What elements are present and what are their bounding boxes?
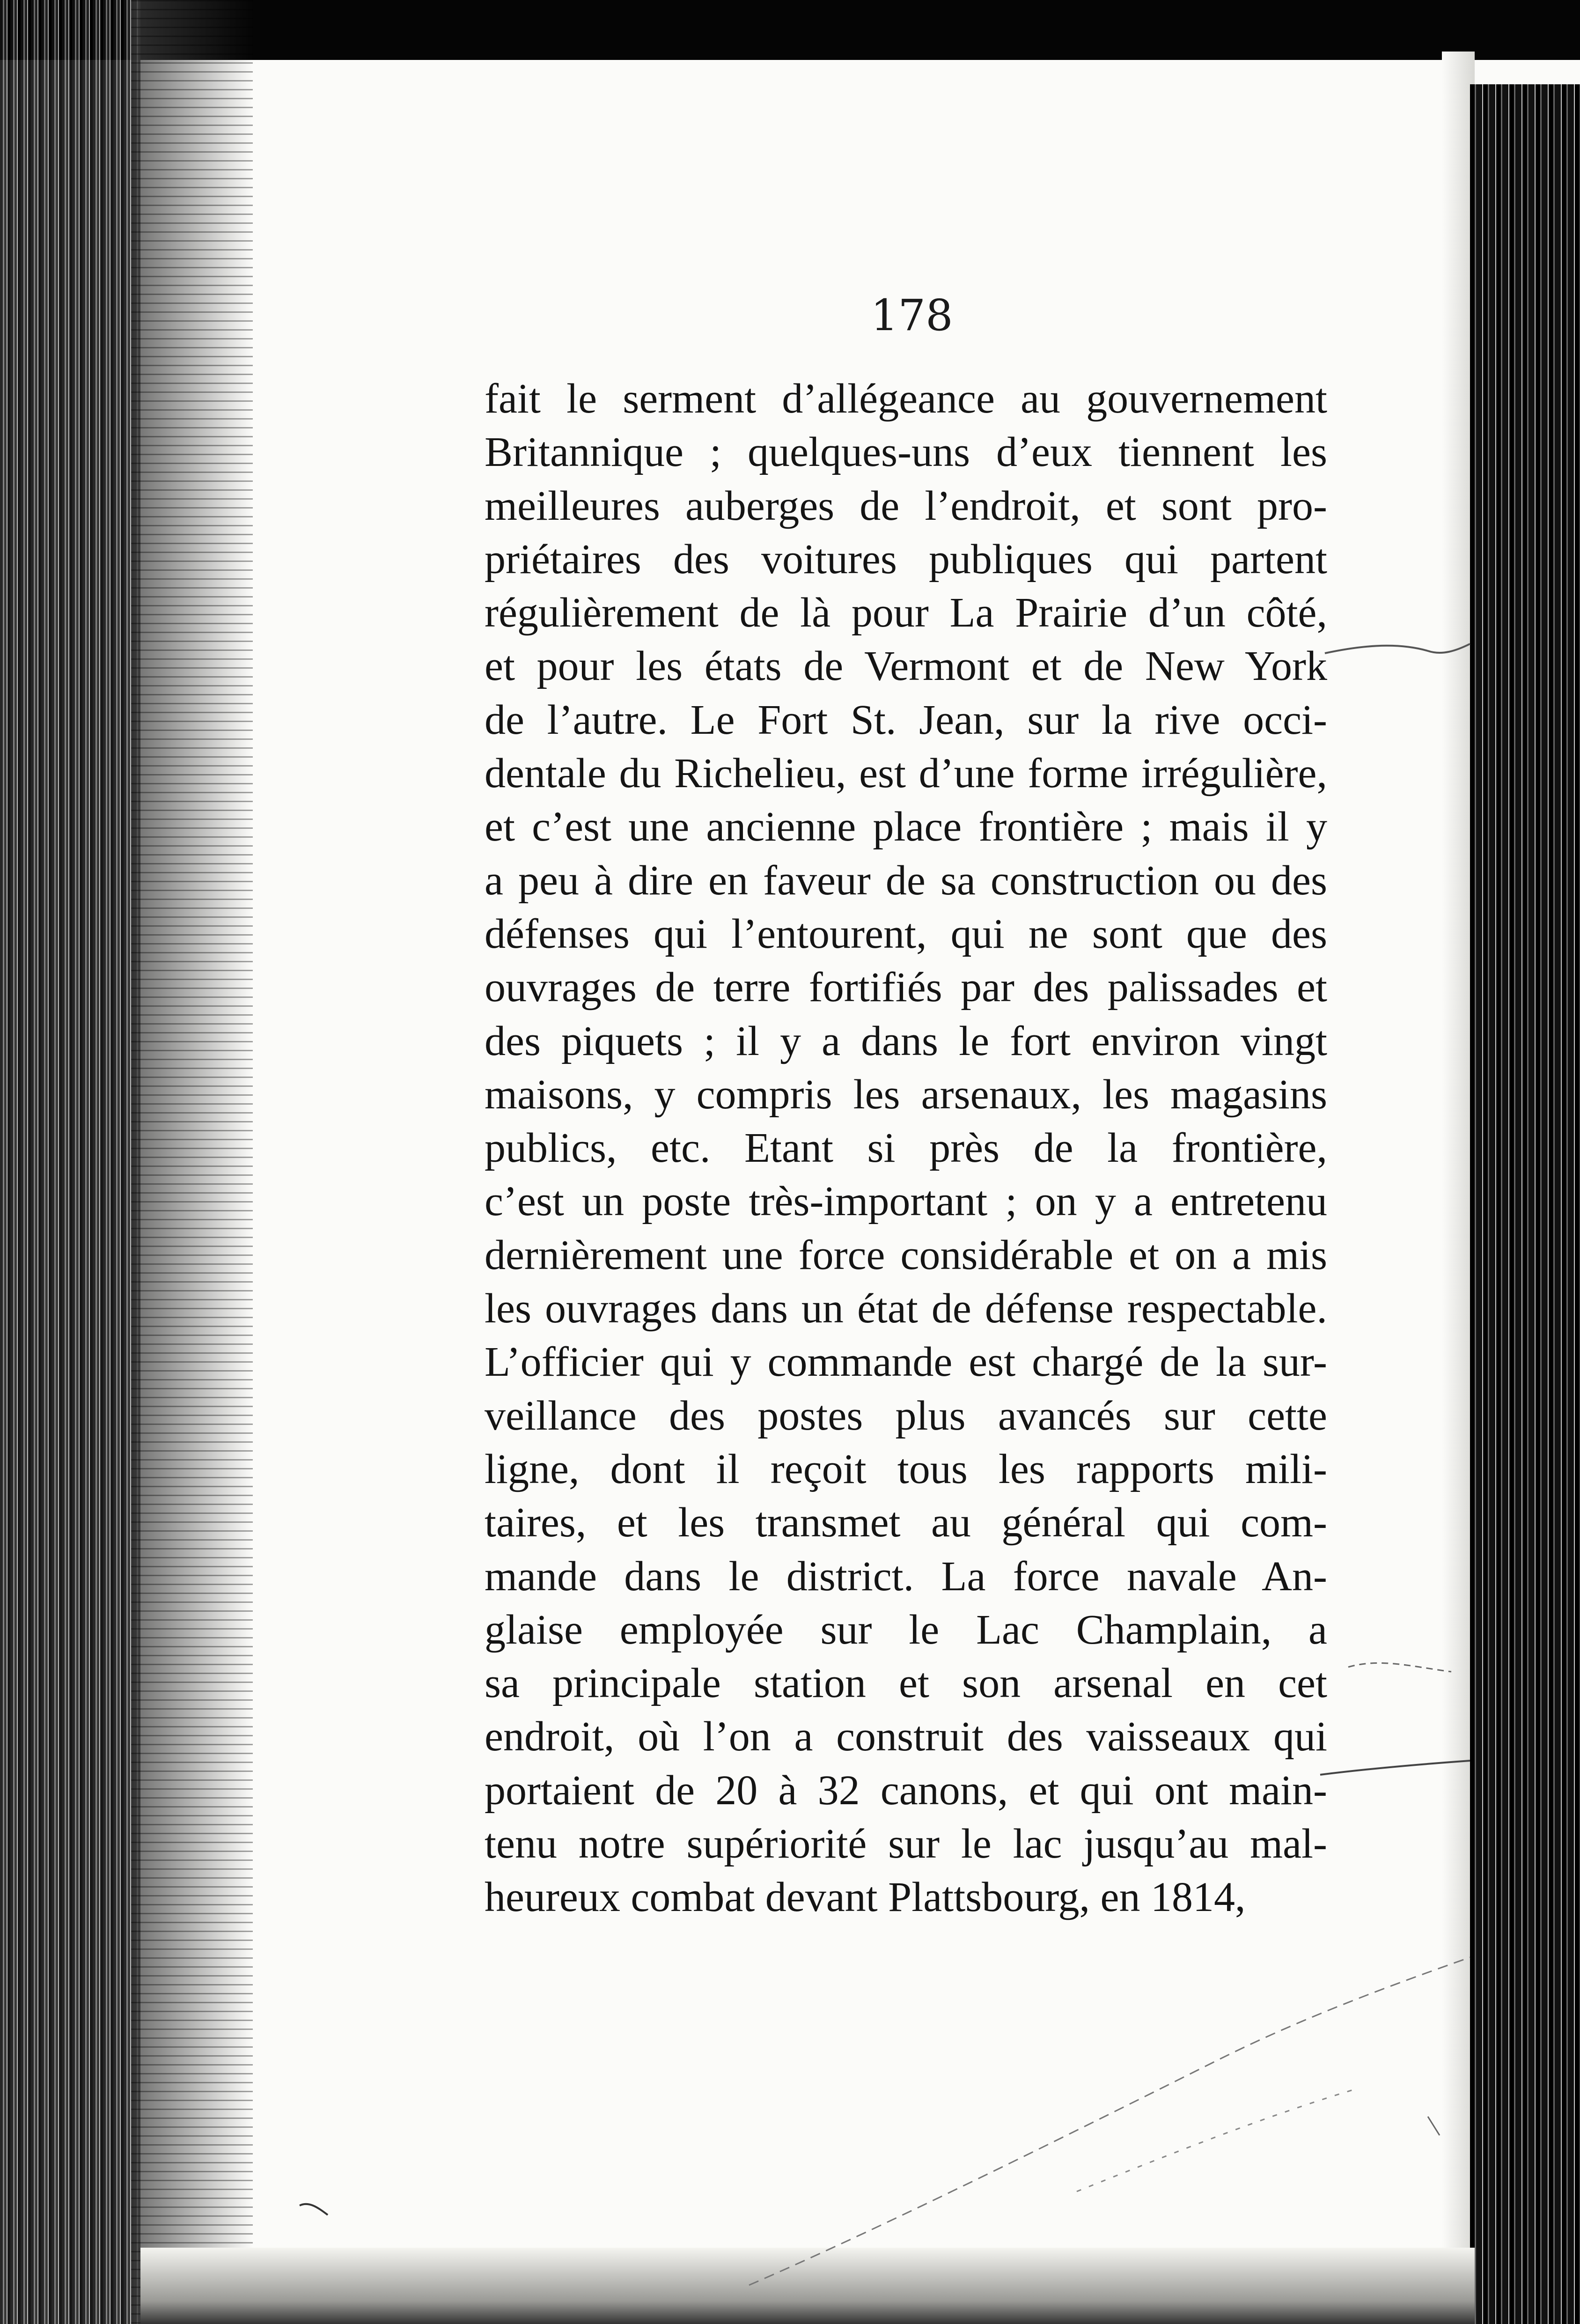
text-line: L’officier qui y commande est chargé de la sur- [485,1339,1327,1386]
text-line: et pour les états de Vermont et de New York [485,643,1327,690]
text-line: dernièrement une force considérable et on a mis [485,1232,1327,1278]
text-line: de l’autre. Le Fort St. Jean, sur la rive occi- [485,696,1327,743]
text-line: fait le serment d’allégeance au gouvernement [485,376,1327,422]
text-line: maisons, y compris les arsenaux, les magasins [485,1071,1327,1118]
text-line: portaient de 20 à 32 canons, et qui ont main- [485,1767,1327,1814]
text-line: meilleures auberges de l’endroit, et sont pro- [485,482,1327,529]
text-line: les ouvrages dans un état de défense respectable. [485,1285,1327,1332]
text-line: défenses qui l’entourent, qui ne sont que des [485,910,1327,957]
text-line: et c’est une ancienne place frontière ; mais il y [485,804,1327,850]
text-line: des piquets ; il y a dans le fort environ vingt [485,1018,1327,1064]
text-line: tenu notre supériorité sur le lac jusqu’au mal- [485,1821,1327,1867]
text-line: ouvrages de terre fortifiés par des palissades et [485,964,1327,1011]
page-number: 178 [871,290,953,340]
text-line: ligne, dont il reçoit tous les rapports mili- [485,1446,1327,1492]
text-line: veillance des postes plus avancés sur cette [485,1392,1327,1439]
text-line: glaise employée sur le Lac Champlain, a [485,1606,1327,1653]
text-line: heureux combat devant Plattsbourg, en 1814, [485,1874,1246,1921]
text-line: c’est un poste très-important ; on y a entretenu [485,1178,1327,1225]
text-line: priétaires des voitures publiques qui partent [485,536,1327,583]
text-line: taires, et les transmet au général qui com- [485,1499,1327,1546]
text-line: dentale du Richelieu, est d’une forme irrégulière, [485,750,1327,797]
body-text [485,372,1327,1925]
text-line: sa principale station et son arsenal en cet [485,1660,1327,1707]
text-line: mande dans le district. La force navale An- [485,1553,1327,1600]
text-line: a peu à dire en faveur de sa construction ou des [485,857,1327,904]
text-line: publics, etc. Etant si près de la frontière, [485,1125,1327,1172]
text-line: endroit, où l’on a construit des vaisseaux qui [485,1713,1327,1760]
text-line: Britannique ; quelques-uns d’eux tiennent les [485,429,1327,476]
text-line: régulièrement de là pour La Prairie d’un côté, [485,590,1327,636]
